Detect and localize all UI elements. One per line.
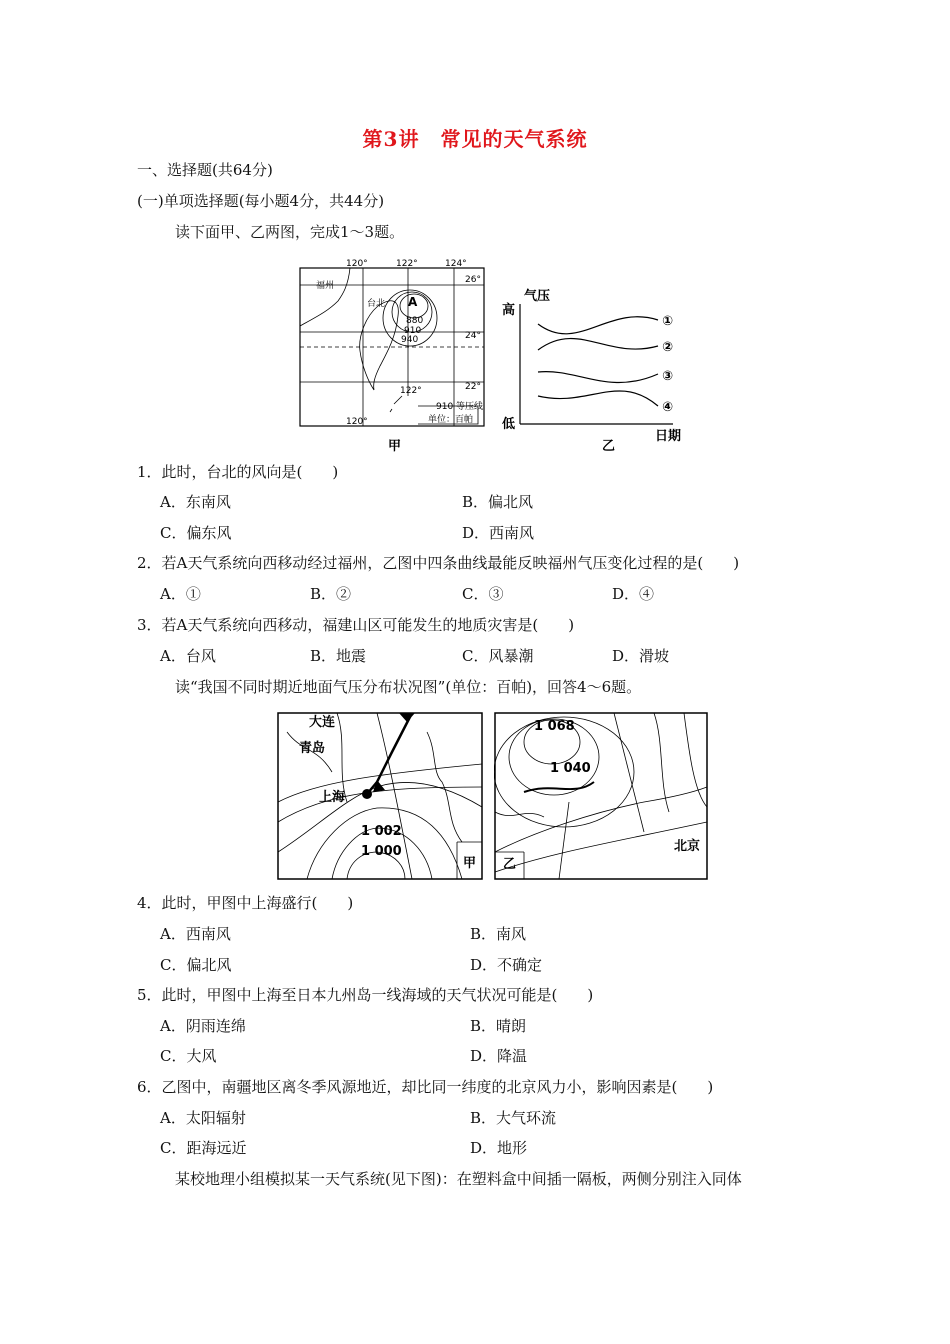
option: D．④: [612, 585, 655, 603]
question-2: 2．若A天气系统向西移动经过福州，乙图中四条曲线最能反映福州气压变化过程的是( ): [137, 554, 740, 572]
intro-text-2: 读“我国不同时期近地面气压分布状况图”(单位：百帕)，回答4～6题。: [175, 678, 642, 696]
curve-label: ③: [662, 369, 674, 384]
city-label-dalian: 大连: [309, 715, 336, 730]
typhoon-map-figure: [298, 256, 488, 456]
option: D．不确定: [470, 956, 543, 974]
option: A．阴雨连绵: [160, 1017, 246, 1035]
curve-4: [538, 391, 658, 406]
lat-label: 26°: [465, 275, 481, 285]
legend-unit: 单位：百帕: [428, 415, 474, 425]
y-axis-label: 气压: [524, 289, 551, 304]
option: A．西南风: [160, 925, 231, 943]
pressure-map-jia: [277, 712, 483, 880]
legend-isobar-text: 等压线: [456, 402, 484, 412]
option: C．偏北风: [160, 956, 232, 974]
city-label-fuzhou: 福州: [316, 281, 335, 291]
option: C．大风: [160, 1047, 217, 1065]
pressure-curve-chart: [498, 284, 698, 456]
question-6: 6．乙图中，南疆地区离冬季风源地近，却比同一纬度的北京风力小，影响因素是( ): [137, 1078, 714, 1096]
option: A．太阳辐射: [160, 1109, 246, 1127]
lon-label: 120°: [346, 417, 368, 427]
isobar-value: 1 068: [534, 719, 575, 734]
curve-label: ①: [662, 314, 674, 329]
lon-label: 122°: [400, 386, 422, 396]
isobar-value: 940: [401, 335, 419, 345]
option: B．地震: [310, 647, 367, 665]
option: B．南风: [470, 925, 527, 943]
curve-label: ②: [662, 340, 674, 355]
city-label-qingdao: 青岛: [299, 741, 326, 756]
option: B．偏北风: [462, 493, 534, 511]
lon-label: 122°: [396, 259, 418, 269]
curve-2: [538, 339, 658, 350]
section-heading: 一、选择题(共64分): [137, 161, 273, 179]
subsection-heading: (一)单项选择题(每小题4分，共44分): [137, 192, 385, 210]
option: B．大气环流: [470, 1109, 557, 1127]
option: D．滑坡: [612, 647, 670, 665]
question-3: 3．若A天气系统向西移动，福建山区可能发生的地质灾害是( ): [137, 616, 575, 634]
option: C．③: [462, 585, 504, 603]
curve-label: ④: [662, 400, 674, 415]
intro-text-3: 某校地理小组模拟某一天气系统(见下图)：在塑料盒中间插一隔板，两侧分别注入同体: [175, 1170, 742, 1188]
curve-3: [538, 372, 658, 383]
option: A．台风: [160, 647, 216, 665]
option: C．距海远近: [160, 1139, 247, 1157]
option: C．偏东风: [160, 524, 232, 542]
figure-caption-yi: 乙: [602, 439, 616, 454]
y-axis-low: 低: [502, 417, 516, 432]
map-label-yi: 乙: [503, 857, 517, 872]
option: B．晴朗: [470, 1017, 527, 1035]
isobar-value: 910: [404, 326, 422, 336]
isobar-value: 1 002: [361, 824, 402, 839]
option: D．西南风: [462, 524, 535, 542]
figure-caption-jia: 甲: [388, 439, 402, 454]
lat-label: 22°: [465, 382, 481, 392]
lon-label: 124°: [445, 259, 467, 269]
city-label-shanghai: 上海: [319, 790, 346, 805]
option: A．①: [160, 585, 201, 603]
map-label-jia: 甲: [463, 856, 477, 871]
lat-label: 24°: [465, 331, 481, 341]
city-label-taibei: 台北: [367, 299, 386, 309]
legend-isobar-value: 910: [436, 402, 454, 412]
isobar-value: 1 040: [550, 761, 591, 776]
y-axis-high: 高: [502, 303, 516, 318]
option: D．降温: [470, 1047, 528, 1065]
x-axis-label: 日期: [655, 429, 682, 444]
lon-label: 120°: [346, 259, 368, 269]
isobar-value: 1 000: [361, 844, 402, 859]
option: B．②: [310, 585, 352, 603]
question-4: 4．此时，甲图中上海盛行( ): [137, 894, 354, 912]
option: C．风暴潮: [462, 647, 534, 665]
page-title: 第3讲 常见的天气系统: [362, 127, 588, 151]
intro-text-1: 读下面甲、乙两图，完成1～3题。: [175, 223, 405, 241]
question-1: 1．此时，台北的风向是( ): [137, 463, 339, 481]
city-label-beijing: 北京: [674, 839, 701, 854]
option: D．地形: [470, 1139, 528, 1157]
isobar-value: 880: [406, 316, 424, 326]
question-5: 5．此时，甲图中上海至日本九州岛一线海域的天气状况可能是( ): [137, 986, 594, 1004]
curve-1: [538, 317, 658, 334]
cyclone-center-label: A: [408, 295, 418, 309]
option: A．东南风: [160, 493, 231, 511]
pressure-map-yi: [494, 712, 708, 880]
